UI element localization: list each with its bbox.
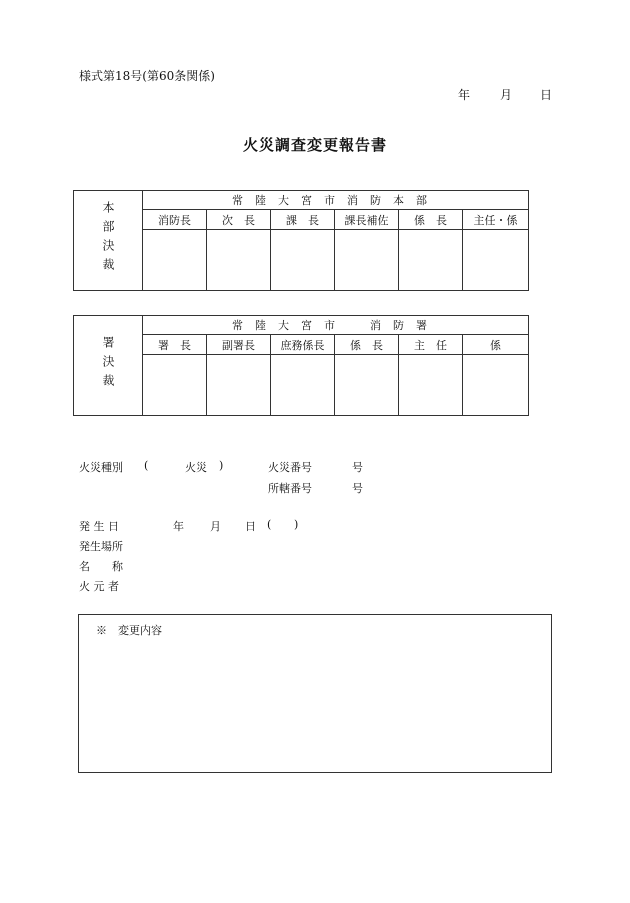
date-year-label: 年 [458, 88, 471, 102]
station-stamp-cell[interactable] [463, 355, 529, 416]
change-contents-box[interactable] [78, 614, 552, 773]
station-org-label-cell [143, 316, 529, 335]
station-column-header: 副署長 [207, 335, 271, 355]
station-column-header: 主 任 [399, 335, 463, 355]
station-approval-table [73, 315, 529, 416]
hq-stamp-cell[interactable] [335, 230, 399, 291]
jurisdiction-number-label: 所轄番号 [268, 482, 312, 495]
station-column-header: 庶務係長 [271, 335, 335, 355]
occurrence-month-label: 月 [210, 520, 221, 533]
fire-number-label: 火災番号 [268, 461, 312, 474]
station-column-header: 係 [463, 335, 529, 355]
hq-side-label: 本部決裁 [101, 201, 115, 277]
station-stamp-cell[interactable] [143, 355, 207, 416]
hq-stamp-cell[interactable] [463, 230, 529, 291]
date-day-label: 日 [540, 88, 553, 102]
hq-approval-table [73, 190, 529, 291]
date-month-label: 月 [500, 88, 513, 102]
hq-org-label: 常陸大宮市消防本部 [232, 194, 440, 207]
station-side-label: 署決裁 [101, 335, 115, 393]
station-stamp-cell[interactable] [399, 355, 463, 416]
station-column-header: 署 長 [143, 335, 207, 355]
hq-column-header: 課 長 [271, 210, 335, 230]
station-side-label-cell [74, 316, 143, 416]
occurrence-place-label: 発生場所 [79, 540, 123, 553]
hq-stamp-cell[interactable] [271, 230, 335, 291]
station-stamp-cell[interactable] [207, 355, 271, 416]
fire-source-person-label: 火 元 者 [79, 580, 119, 593]
change-contents-title: ※ 変更内容 [96, 624, 162, 637]
hq-stamp-cell[interactable] [399, 230, 463, 291]
occurrence-year-label: 年 [173, 520, 184, 533]
station-column-header: 係 長 [335, 335, 399, 355]
fire-number-suffix: 号 [352, 461, 363, 474]
occurrence-date-label: 発 生 日 [79, 520, 119, 533]
fire-kind-open-paren: ( [144, 459, 149, 472]
hq-column-header: 課長補佐 [335, 210, 399, 230]
station-org-label: 常陸大宮市 消防署 [232, 319, 440, 332]
station-stamp-cell[interactable] [271, 355, 335, 416]
jurisdiction-number-suffix: 号 [352, 482, 363, 495]
form-number: 様式第18号(第60条関係) [79, 69, 215, 83]
occurrence-day-label: 日 [245, 520, 256, 533]
hq-org-label-cell [143, 191, 529, 210]
fire-kind-value[interactable]: 火災 [185, 461, 207, 474]
document-title: 火災調査変更報告書 [242, 136, 387, 154]
hq-column-header: 主任・係 [463, 210, 529, 230]
weekday-close-paren: ) [294, 518, 299, 531]
hq-stamp-cell[interactable] [143, 230, 207, 291]
hq-side-label-cell [74, 191, 143, 291]
weekday-open-paren: ( [267, 518, 272, 531]
hq-column-header: 次 長 [207, 210, 271, 230]
fire-kind-close-paren: ) [219, 459, 224, 472]
occurrence-name-label: 名 称 [79, 560, 123, 573]
hq-stamp-cell[interactable] [207, 230, 271, 291]
hq-column-header: 係 長 [399, 210, 463, 230]
station-stamp-cell[interactable] [335, 355, 399, 416]
fire-kind-label: 火災種別 [79, 461, 123, 474]
hq-column-header: 消防長 [143, 210, 207, 230]
